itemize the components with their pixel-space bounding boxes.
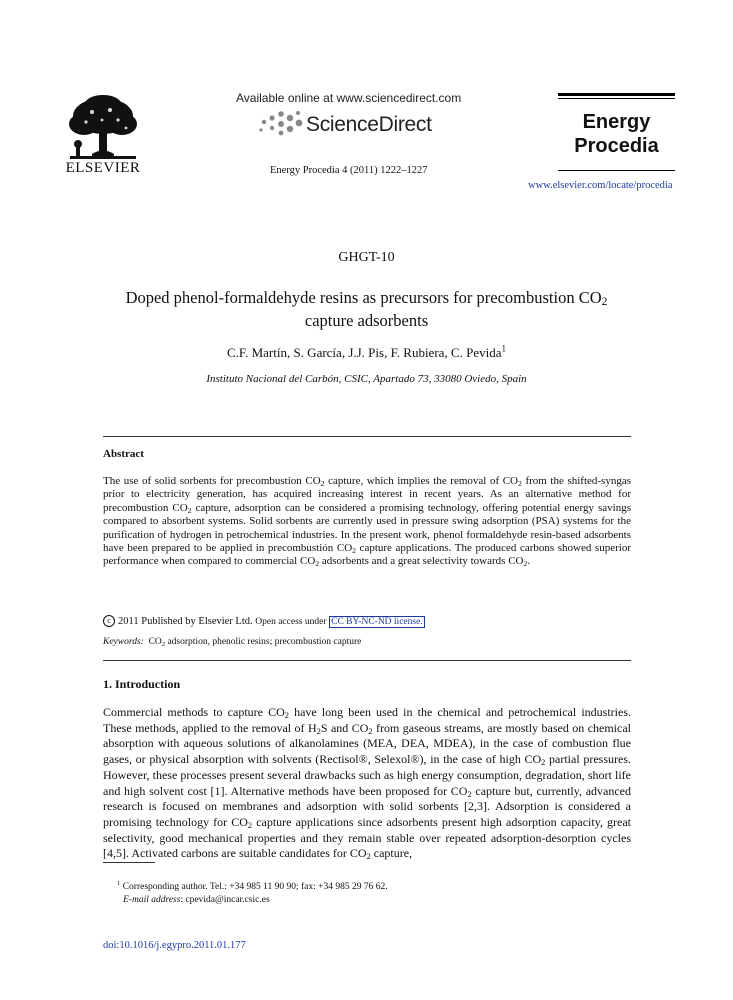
email-address[interactable]: : cpevida@incar.csic.es (180, 895, 270, 905)
author-names: C.F. Martín, S. García, J.J. Pis, F. Rubiera, C. Pevida (226, 345, 502, 360)
keywords-label: Keywords: (103, 637, 144, 647)
title-line2: capture adsorbents (304, 311, 429, 330)
divider (103, 436, 631, 437)
abstract-text: The use of solid sorbents for precombustion $CO_2$ capture, which implies the removal of $CO_2$ from the shifted-syngas prior to electricity generation, has acquired increasing interest in recent years. As an alternative method for precombustion $CO_2$ capture, adsorption can be considered a promising technology, offering potential energy savings compared to absorbent systems. Solid sorbents are currently used in pressure swing adsorption (PSA) systems for the purification of hydrogen in petrochemical industries. In the present work, phenol formaldehyde resin-based adsorbents have been prepared to be applied in precombustión $CO_2$ capture applications. The produced carbons showed superior performance when compared to commercial $CO_2$ adsorbents and a great selectivity towards $CO_2$. (103, 475, 632, 569)
keywords-line: Keywords: $CO_2$ adsorption, phenolic resins; precombustion capture (103, 637, 362, 648)
open-access-text: Open access under (255, 617, 327, 627)
affiliation: Instituto Nacional del Carbón, CSIC, Apartado 73, 33080 Oviedo, Spain (206, 373, 527, 385)
divider (103, 660, 631, 661)
publisher-name: ELSEVIER (65, 160, 141, 176)
footnote-mark: 1 (117, 879, 121, 887)
footnote-rule (103, 862, 155, 863)
footnote-corresponding: $^1$ Corresponding author. Tel.: +34 985 11 90 90; fax: +34 985 29 76 62. (117, 879, 388, 892)
paper-title (90, 286, 643, 332)
introduction-heading: 1. Introduction (103, 677, 181, 691)
journal-name-line1: Energy (582, 111, 651, 133)
doi-link[interactable]: doi:10.1016/j.egypro.2011.01.177 (103, 940, 246, 951)
journal-logo-title (558, 110, 675, 158)
conference-label: GHGT-10 (338, 250, 395, 265)
journal-name-line2: Procedia (574, 135, 659, 157)
journal-url-link[interactable]: www.elsevier.com/locate/procedia (528, 180, 673, 191)
abstract-heading: Abstract (103, 448, 144, 460)
author-list (0, 345, 733, 361)
footnote-email (123, 895, 270, 905)
title-subscript: 2 (601, 296, 608, 308)
copyright-line (103, 615, 425, 627)
title-line1: Doped phenol-formaldehyde resins as precursors for precombustion CO (125, 288, 602, 307)
copyright-icon: c (103, 615, 115, 627)
email-label: E-mail address (123, 895, 181, 905)
journal-logo-rule (558, 98, 675, 99)
journal-reference: Energy Procedia 4 (2011) 1222–1227 (270, 165, 428, 176)
author-footnote-mark[interactable]: 1 (501, 343, 507, 354)
journal-logo-rule (558, 93, 675, 96)
available-online-text: Available online at www.sciencedirect.com (236, 91, 462, 105)
copyright-text: 2011 Published by Elsevier Ltd. (118, 616, 253, 627)
sciencedirect-dots-icon (258, 108, 304, 138)
license-link[interactable]: CC BY-NC-ND license. (331, 617, 423, 627)
introduction-text: Commercial methods to capture $CO_2$ have long been used in the chemical and petrochemical industries. These methods, applied to the removal of $H_2S$ and $CO_2$ from gaseous streams, are mostly based on chemical absorption with aqueous solutions of alkanolamines (MEA, DEA, MDEA), in the case of combustion flue gases, or physical absorption with solvents (Rectisol®, Selexol®), in the case of high $CO_2$ partial pressures. However, these processes present several drawbacks such as high energy consumption, degradation, short life and high solvent cost [1]. Alternative methods have been proposed for $CO_2$ capture but, currently, advanced research is focused on membranes and adsorption with solid sorbents [2,3]. Adsorption is considered a promising technology for $CO_2$ capture applications since adsorbents present high adsorption capacity, great selectivity, good mechanical properties and they remain stable over repeated adsorption-desorption cycles [4,5]. Activated carbons are suitable candidates for $CO_2$ capture, (103, 705, 632, 862)
journal-logo-rule (558, 170, 675, 171)
sciencedirect-logo-text: ScienceDirect (306, 113, 432, 136)
